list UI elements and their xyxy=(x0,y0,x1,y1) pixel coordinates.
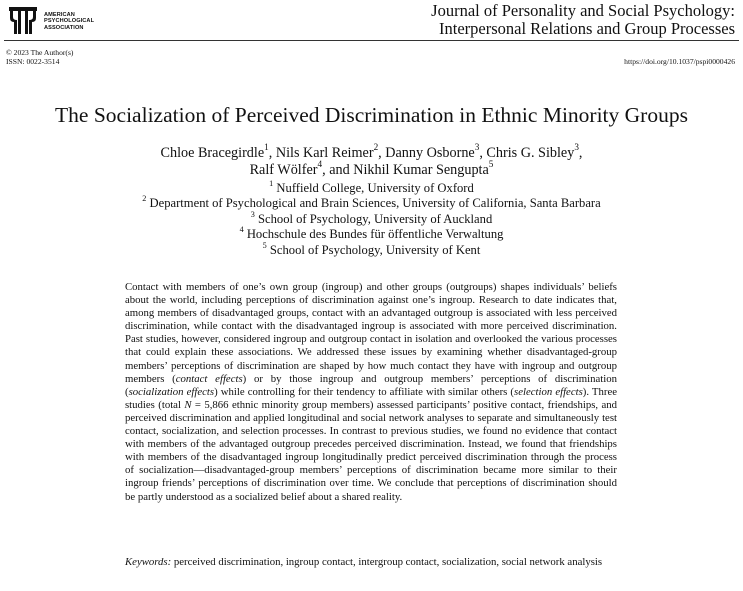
affiliation-text: School of Psychology, University of Auckland xyxy=(258,211,493,226)
abstract-text: = 5,866 ethnic minority group members) assessed participants’ positive contact, friendships, and perceived discrimination and applied longitudinal and social network analyses to separate and simultaneously test contact, socialization, and selection processes. In contrast to previous studies, we found no evidence that contact with members of the advantaged outgroup precedes perceived discrimination. Instead, we found that friendships with members of the disadvantaged ingroup longitudinally predict perceived discrimination through the process of socialization—disadvantaged-group members’ perceptions of discrimination became more similar to their ingroup friends’ perceptions of discrimination over time. We conclude that perceptions of discrimination should be partly understood as a socialized belief about a shared reality. xyxy=(125,398,617,503)
abstract-n-symbol: N xyxy=(184,398,192,411)
apa-logo-icon xyxy=(6,5,40,35)
affiliation-item xyxy=(0,209,743,227)
affiliation-item xyxy=(0,196,743,211)
header-divider xyxy=(4,40,739,41)
author-affiliation-mark: 5 xyxy=(488,159,494,170)
logo-line-2: PSYCHOLOGICAL xyxy=(44,18,95,25)
abstract xyxy=(125,281,617,504)
abstract-text: Contact with members of one’s own group (ingroup) and other groups (outgroups) shapes individuals’ beliefs about the world, including perceptions of discrimination against one’s ingroup. Research to date indicates that, among members of disadvantaged groups, contact with an advantaged outgroup is associated with less perceived discrimination, while contact with the disadvantaged ingroup is associated with more perceived discrimination. Past studies, however, considered ingroup and outgroup contact in isolation and overlooked the various processes that could explain these associations. We addressed these issues by examining whether disadvantaged-group members’ perceptions of discrimination are shaped by how much contact they have with ingroup and outgroup members ( xyxy=(125,281,617,385)
keywords-text: perceived discrimination, ingroup contact, intergroup contact, socialization, social network analysis xyxy=(171,556,603,568)
abstract-term-selection-effects: selection effects xyxy=(514,385,583,398)
author-name: Chloe Bracegirdle xyxy=(160,145,265,161)
author-affiliation-mark: 3 xyxy=(474,142,480,153)
author-name: Nikhil Kumar Sengupta xyxy=(353,162,489,178)
journal-title xyxy=(431,2,735,38)
affiliation-text: School of Psychology, University of Kent xyxy=(269,242,481,257)
abstract-text: ) or by those ingroup and outgroup members’ perceptions of discrimination ( xyxy=(125,372,617,398)
affiliation-number: 4 xyxy=(239,225,244,235)
affiliation-item xyxy=(0,240,743,258)
copyright-notice: © 2023 The Author(s) xyxy=(6,48,74,57)
author-name: Chris G. Sibley xyxy=(486,145,575,161)
author-name: Nils Karl Reimer xyxy=(275,145,374,161)
affiliation-item xyxy=(0,227,743,242)
author-affiliation-mark: 2 xyxy=(373,142,379,153)
author-list xyxy=(0,142,743,179)
affiliation-text: Nuffield College, University of Oxford xyxy=(276,181,474,195)
affiliation-text: Hochschule des Bundes für öffentliche Verwaltung xyxy=(246,227,504,242)
keywords xyxy=(125,556,617,569)
affiliation-text: Department of Psychological and Brain Sciences, University of California, Santa Barbara xyxy=(149,196,601,211)
author-separator: , xyxy=(378,145,386,161)
issn: ISSN: 0022-3514 xyxy=(6,57,60,67)
journal-title-line-1: Journal of Personality and Social Psychology: xyxy=(431,1,735,20)
abstract-text: ). Three studies (total xyxy=(125,385,617,411)
publication-meta xyxy=(6,48,73,66)
author-name: Danny Osborne xyxy=(385,145,475,161)
abstract-text: ) while controlling for their tendency to affiliate with similar others ( xyxy=(214,385,515,398)
abstract-term-contact-effects: contact effects xyxy=(175,372,243,385)
author-name: Ralf Wölfer xyxy=(249,162,318,178)
keywords-label: Keywords: xyxy=(125,556,172,568)
affiliation-number: 3 xyxy=(250,209,255,219)
author-separator: , xyxy=(479,145,487,161)
author-separator: , xyxy=(578,145,583,161)
journal-title-line-2: Interpersonal Relations and Group Processes xyxy=(438,19,735,38)
logo-line-3: ASSOCIATION xyxy=(44,24,84,31)
affiliation-number: 2 xyxy=(142,194,147,204)
author-affiliation-mark: 4 xyxy=(317,159,323,170)
affiliation-list xyxy=(0,181,743,258)
abstract-term-socialization-effects: socialization effects xyxy=(128,385,215,398)
affiliation-item xyxy=(0,181,743,196)
article-title: The Socialization of Perceived Discrimination in Ethnic Minority Groups xyxy=(55,103,688,127)
author-affiliation-mark: 3 xyxy=(574,142,579,153)
affiliation-number: 5 xyxy=(262,240,267,250)
author-separator: , and xyxy=(322,162,354,178)
doi-link[interactable]: https://doi.org/10.1037/pspi0000426 xyxy=(624,57,735,66)
author-affiliation-mark: 1 xyxy=(264,142,269,153)
author-separator: , xyxy=(268,145,276,161)
affiliation-number: 1 xyxy=(269,179,274,188)
logo-line-1: AMERICAN xyxy=(44,12,75,18)
publisher-logo xyxy=(6,5,136,35)
